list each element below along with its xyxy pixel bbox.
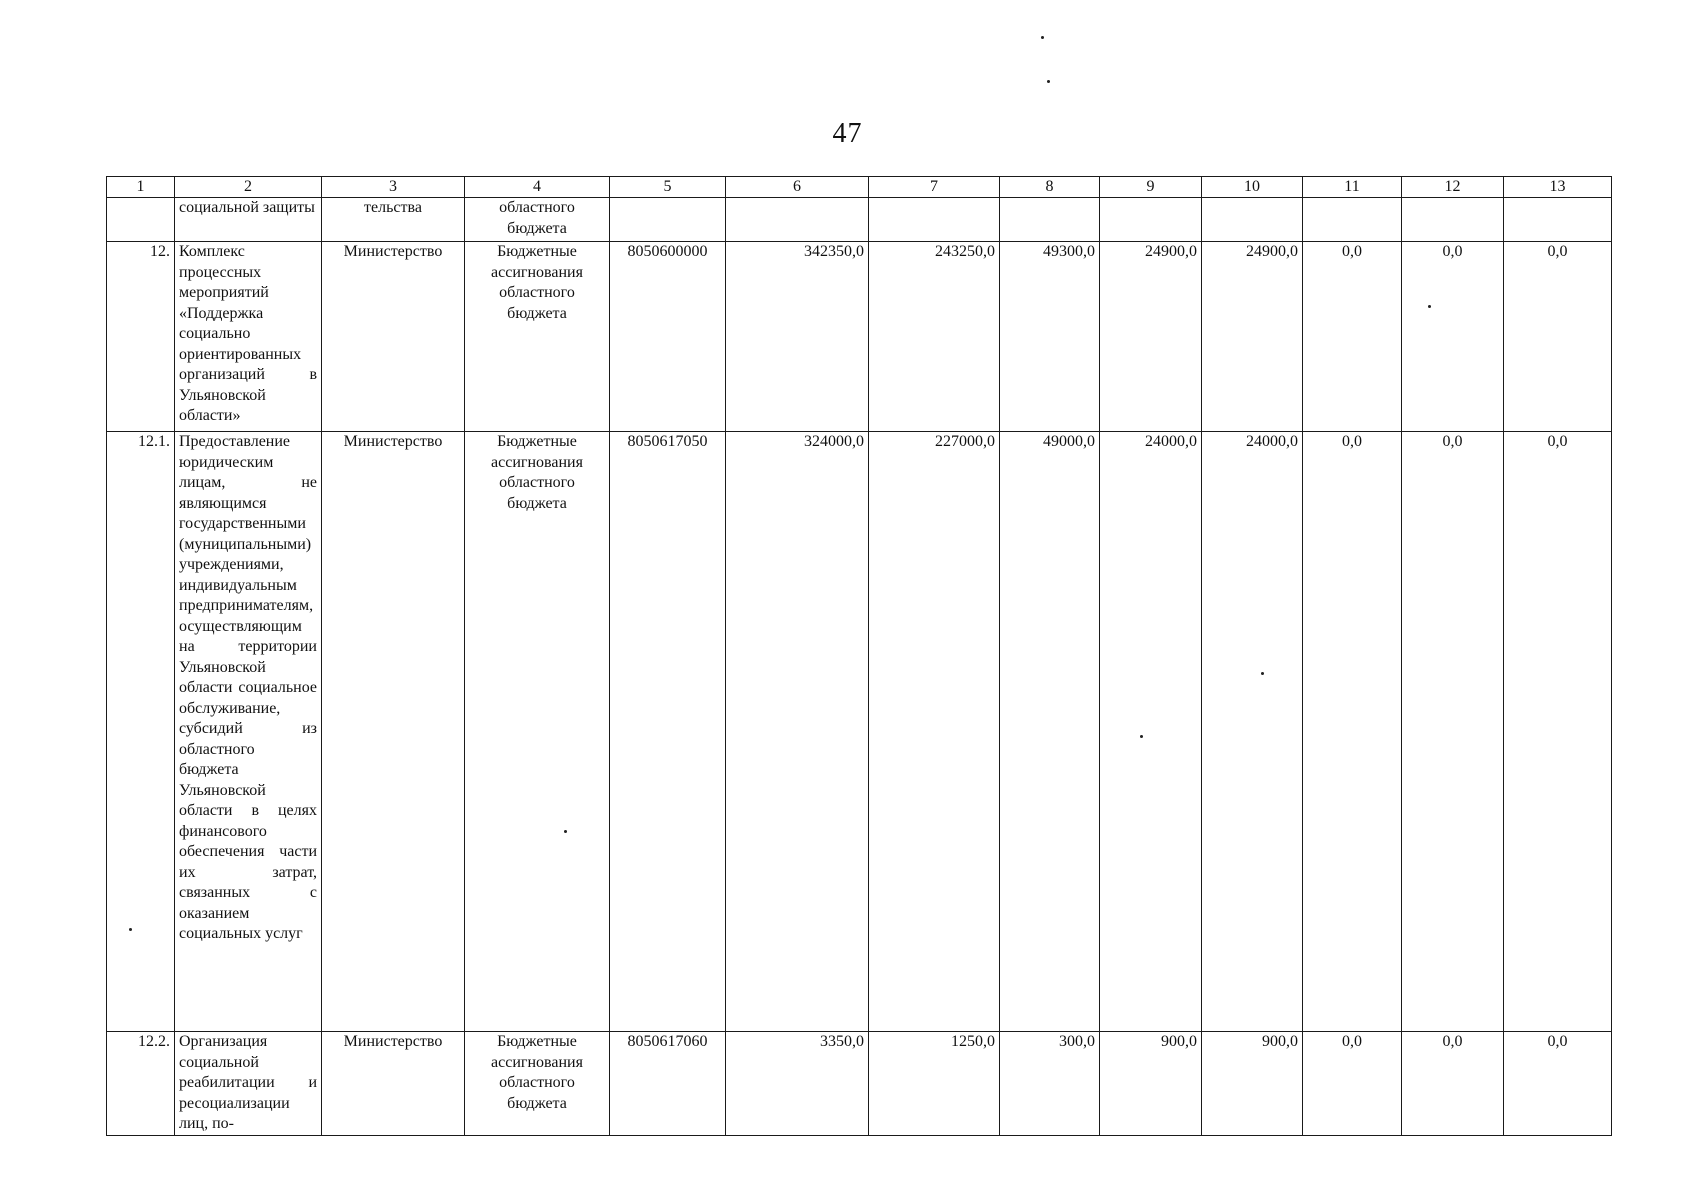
row-value-8: 49300,0 — [1000, 242, 1100, 432]
row-value-8: 300,0 — [1000, 1032, 1100, 1136]
header-cell: 2 — [175, 177, 322, 198]
row-name: Комплекс процессных мероприятий «Поддержка социально ориентированных организаций в Ульяновской области» — [175, 242, 322, 432]
row-value-11: 0,0 — [1303, 432, 1402, 1032]
row-value-11 — [1303, 198, 1402, 242]
header-cell: 11 — [1303, 177, 1402, 198]
row-value-13: 0,0 — [1504, 432, 1612, 1032]
row-value-9: 24000,0 — [1100, 432, 1202, 1032]
scan-speck — [1047, 80, 1050, 83]
row-value-13 — [1504, 198, 1612, 242]
row-value-12: 0,0 — [1402, 432, 1504, 1032]
page-number: 47 — [832, 118, 863, 149]
row-value-6: 3350,0 — [726, 1032, 869, 1136]
row-value-11: 0,0 — [1303, 242, 1402, 432]
row-source: Бюджетные ассигнования областного бюджета — [465, 1032, 610, 1136]
header-cell: 7 — [869, 177, 1000, 198]
row-value-12: 0,0 — [1402, 1032, 1504, 1136]
row-value-10: 24900,0 — [1202, 242, 1303, 432]
header-cell: 3 — [322, 177, 465, 198]
header-cell: 6 — [726, 177, 869, 198]
row-executor: Министерство — [322, 242, 465, 432]
row-value-13: 0,0 — [1504, 242, 1612, 432]
table-row — [107, 198, 1612, 242]
scan-speck — [1041, 36, 1044, 39]
row-value-10: 24000,0 — [1202, 432, 1303, 1032]
table-row — [107, 432, 1612, 1032]
row-source: Бюджетные ассигнования областного бюджета — [465, 242, 610, 432]
row-name: социальной защиты — [175, 198, 322, 242]
row-number: 12.2. — [107, 1032, 175, 1136]
header-cell: 1 — [107, 177, 175, 198]
row-value-13: 0,0 — [1504, 1032, 1612, 1136]
row-executor: Министерство — [322, 432, 465, 1032]
row-number: 12. — [107, 242, 175, 432]
table-row — [107, 242, 1612, 432]
budget-table — [106, 176, 1612, 1136]
row-code: 8050617050 — [610, 432, 726, 1032]
table-row — [107, 1032, 1612, 1136]
row-value-8 — [1000, 198, 1100, 242]
row-code: 8050600000 — [610, 242, 726, 432]
header-cell: 13 — [1504, 177, 1612, 198]
row-value-6 — [726, 198, 869, 242]
row-executor: Министерство — [322, 1032, 465, 1136]
row-value-12: 0,0 — [1402, 242, 1504, 432]
row-value-7: 227000,0 — [869, 432, 1000, 1032]
row-source: Бюджетные ассигнования областного бюджета — [465, 432, 610, 1032]
row-value-10 — [1202, 198, 1303, 242]
row-value-7: 1250,0 — [869, 1032, 1000, 1136]
row-code — [610, 198, 726, 242]
row-executor: тельства — [322, 198, 465, 242]
row-value-7: 243250,0 — [869, 242, 1000, 432]
row-value-12 — [1402, 198, 1504, 242]
header-cell: 8 — [1000, 177, 1100, 198]
row-value-10: 900,0 — [1202, 1032, 1303, 1136]
header-cell: 9 — [1100, 177, 1202, 198]
row-value-9: 900,0 — [1100, 1032, 1202, 1136]
header-cell: 4 — [465, 177, 610, 198]
row-code: 8050617060 — [610, 1032, 726, 1136]
row-value-6: 324000,0 — [726, 432, 869, 1032]
row-number — [107, 198, 175, 242]
row-value-8: 49000,0 — [1000, 432, 1100, 1032]
header-cell: 12 — [1402, 177, 1504, 198]
row-value-7 — [869, 198, 1000, 242]
header-cell: 10 — [1202, 177, 1303, 198]
row-name: Предоставление юридическим лицам, не являющимся государственными (муниципальными) учреждениями, индивидуальным предпринимателям, осуществляющим на территории Ульяновской области социальное обслуживание, субсидий из областного бюджета Ульяновской области в целях финансового обеспечения части их затрат, связанных с оказанием социальных услуг — [175, 432, 322, 1032]
row-name: Организация социальной реабилитации и ресоциализации лиц, по- — [175, 1032, 322, 1136]
row-value-9: 24900,0 — [1100, 242, 1202, 432]
row-source: областного бюджета — [465, 198, 610, 242]
header-cell: 5 — [610, 177, 726, 198]
row-value-6: 342350,0 — [726, 242, 869, 432]
row-value-9 — [1100, 198, 1202, 242]
row-number: 12.1. — [107, 432, 175, 1032]
header-row — [107, 177, 1612, 198]
row-value-11: 0,0 — [1303, 1032, 1402, 1136]
